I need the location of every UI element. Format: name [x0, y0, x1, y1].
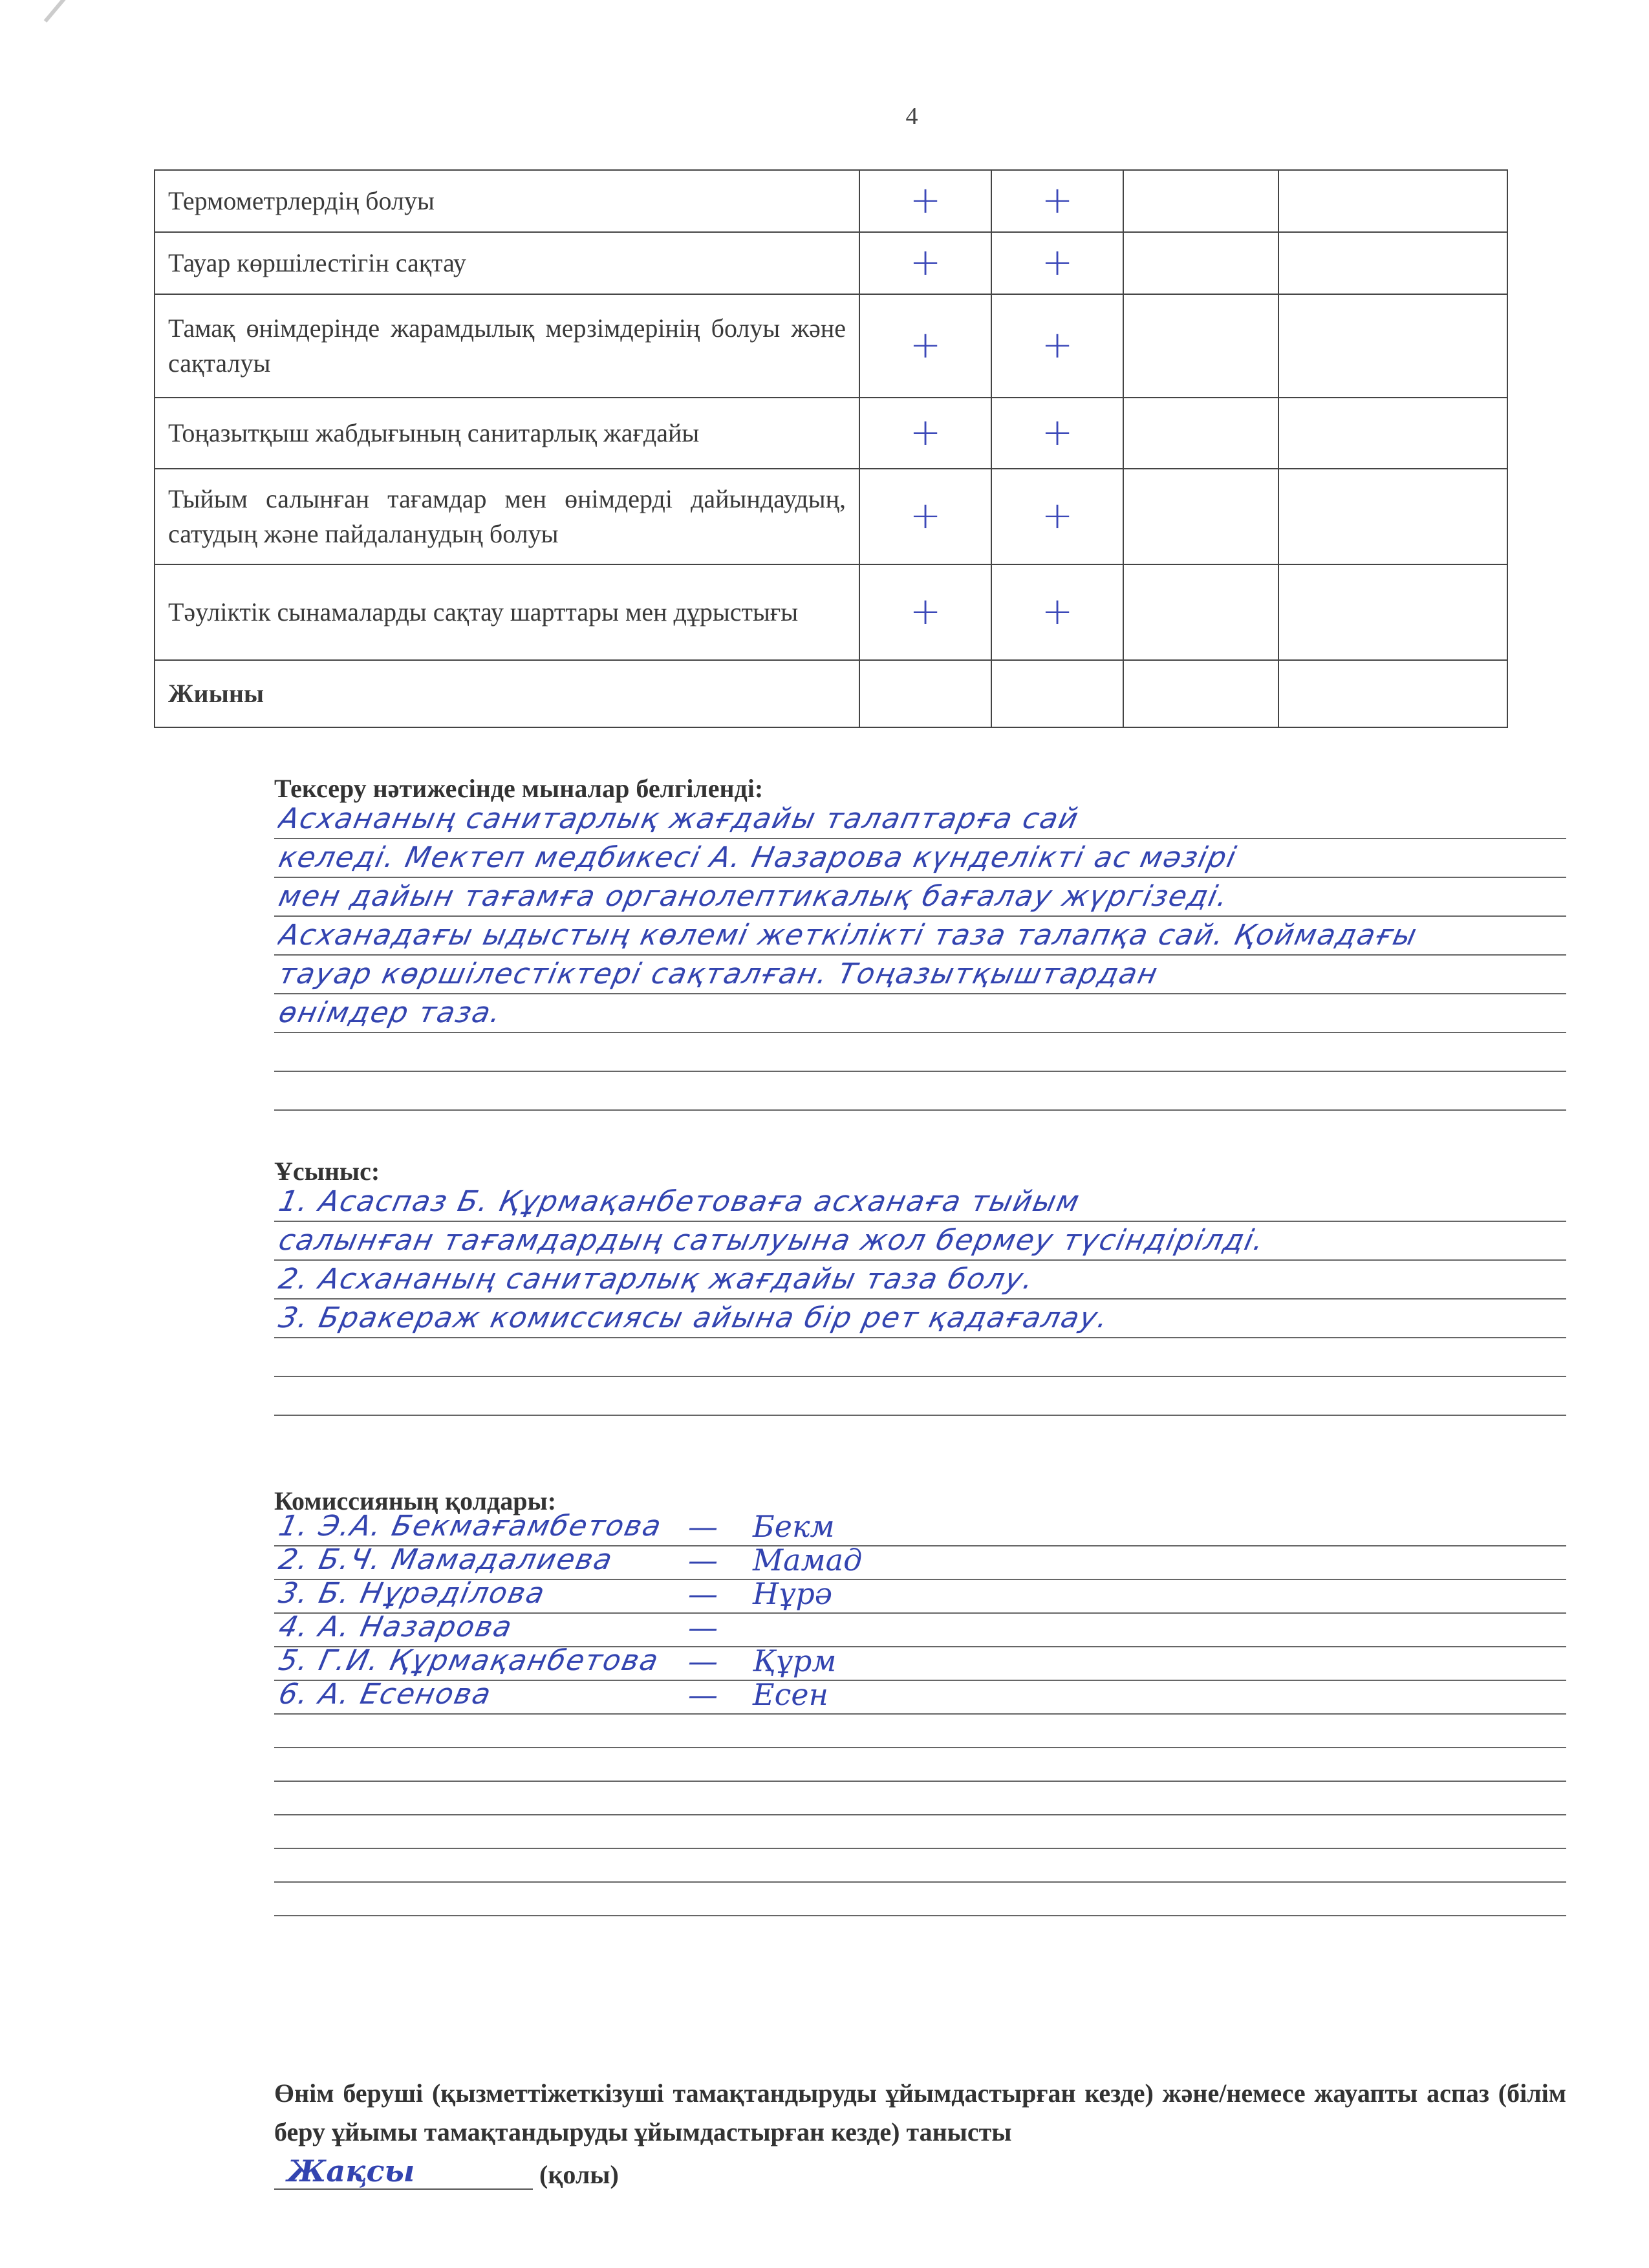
- criterion-cell: Тәуліктік сынамаларды сақтау шарттары мен дұрыстығы: [155, 564, 859, 660]
- handwritten-text: тауар көршілестіктері сақталған. Тоңазытқыштардан: [275, 957, 1161, 990]
- signature-dash: —: [688, 1576, 718, 1611]
- mark-cell: [1278, 398, 1507, 469]
- plus-mark: +: [909, 322, 942, 367]
- ruled-line: [274, 1677, 1566, 1715]
- plus-mark: +: [1041, 409, 1073, 454]
- mark-cell: [1278, 564, 1507, 660]
- member-signature: Бекм: [753, 1509, 835, 1544]
- table-row: [155, 469, 1507, 564]
- criterion-cell: Тыйым салынған тағамдар мен өнімдерді дайындаудың, сатудың және пайдаланудың болуы: [155, 469, 859, 564]
- mark-cell: [859, 232, 991, 294]
- member-name: 3. Б. Нұрәділова: [275, 1577, 549, 1610]
- mark-cell: [859, 398, 991, 469]
- handwritten-text: 1. Асаспаз Б. Құрмақанбетоваға асханаға тыйым: [275, 1185, 1084, 1218]
- criterion-cell: Тауар көршілестігін сақтау: [155, 232, 859, 294]
- footer-sign-label: (қолы): [539, 2160, 619, 2189]
- mark-cell: [991, 564, 1123, 660]
- mark-cell: [991, 398, 1123, 469]
- ruled-line: [274, 1509, 1566, 1546]
- table-row: [155, 564, 1507, 660]
- table-row: [155, 232, 1507, 294]
- table-row: [155, 170, 1507, 232]
- ruled-line: [274, 1183, 1566, 1222]
- footer-signature-line: [274, 2154, 619, 2190]
- handwritten-text: Асханадағы ыдыстың көлемі жеткілікті таза талапқа сай. Қоймадағы: [275, 919, 1421, 952]
- proposal-title: Ұсыныс:: [274, 1157, 380, 1186]
- plus-mark: +: [909, 177, 942, 222]
- ruled-line: [274, 1815, 1566, 1849]
- ruled-line: [274, 1883, 1566, 1916]
- ruled-line: [274, 1748, 1566, 1782]
- signatures-title: Комиссияның қолдары:: [274, 1486, 557, 1515]
- footer-signature-blank: [274, 2154, 533, 2190]
- ruled-line: [274, 878, 1566, 917]
- mark-cell: [859, 469, 991, 564]
- signature-lines: [274, 1509, 1566, 1916]
- plus-mark: +: [909, 239, 942, 284]
- mark-cell: [1123, 232, 1278, 294]
- mark-cell: [1278, 170, 1507, 232]
- scan-streak: [44, 0, 171, 23]
- plus-mark: +: [1041, 493, 1073, 537]
- criterion-cell: Тоңазытқыш жабдығының санитарлық жағдайы: [155, 398, 859, 469]
- member-signature: Мамад: [753, 1543, 863, 1578]
- signature-dash: —: [688, 1509, 718, 1544]
- ruled-line: [274, 800, 1566, 839]
- mark-cell: [1278, 469, 1507, 564]
- total-label: Жиыны: [155, 660, 859, 727]
- handwritten-text: Асхананың санитарлық жағдайы талаптарға сай: [275, 802, 1083, 835]
- mark-cell: [991, 294, 1123, 398]
- plus-mark: +: [909, 588, 942, 633]
- member-signature: Нұрә: [753, 1576, 833, 1611]
- member-name: 4. А. Назарова: [275, 1610, 516, 1643]
- plus-mark: +: [909, 409, 942, 454]
- inspection-table-body: [155, 170, 1507, 727]
- mark-cell: [1123, 564, 1278, 660]
- mark-cell: [991, 170, 1123, 232]
- mark-cell: [1123, 398, 1278, 469]
- ruled-line: [274, 1643, 1566, 1681]
- findings-title: Тексеру нәтижесінде мыналар белгіленді:: [274, 774, 764, 803]
- handwritten-text: мен дайын тағамға органолептикалық бағалау жүргізеді.: [275, 880, 1233, 913]
- member-name: 5. Г.И. Құрмақанбетова: [275, 1644, 663, 1677]
- member-name: 6. А. Есенова: [275, 1678, 495, 1711]
- total-cell: [991, 660, 1123, 727]
- page-number: 4: [905, 103, 918, 130]
- total-cell: [859, 660, 991, 727]
- footer-signature: Жақсы: [287, 2154, 415, 2188]
- signature-dash: —: [688, 1643, 718, 1678]
- ruled-line: [274, 917, 1566, 956]
- findings-lines: [274, 800, 1566, 1111]
- mark-cell: [991, 469, 1123, 564]
- handwritten-text: салынған тағамдардың сатылуына жол бермеу түсіндірілді.: [275, 1224, 1268, 1257]
- mark-cell: [1123, 294, 1278, 398]
- total-row: [155, 660, 1507, 727]
- member-name: 1. Э.А. Бекмағамбетова: [275, 1510, 665, 1543]
- mark-cell: [1278, 294, 1507, 398]
- table-row: [155, 294, 1507, 398]
- ruled-line: [274, 1261, 1566, 1300]
- criterion-cell: Тамақ өнімдерінде жарамдылық мерзімдерінің болуы және сақталуы: [155, 294, 859, 398]
- plus-mark: +: [1041, 322, 1073, 367]
- mark-cell: [1278, 232, 1507, 294]
- mark-cell: [1123, 469, 1278, 564]
- ruled-line: [274, 839, 1566, 878]
- plus-mark: +: [1041, 239, 1073, 284]
- ruled-line: [274, 1072, 1566, 1111]
- ruled-line: [274, 1576, 1566, 1614]
- total-cell: [1278, 660, 1507, 727]
- ruled-line: [274, 1338, 1566, 1377]
- member-signature: Есен: [753, 1677, 828, 1712]
- ruled-line: [274, 1543, 1566, 1580]
- ruled-line: [274, 1033, 1566, 1072]
- handwritten-text: 3. Бракераж комиссиясы айына бір рет қадағалау.: [275, 1301, 1112, 1334]
- mark-cell: [1123, 170, 1278, 232]
- proposal-lines: [274, 1183, 1566, 1416]
- total-cell: [1123, 660, 1278, 727]
- ruled-line: [274, 994, 1566, 1033]
- inspection-table: [154, 169, 1508, 728]
- ruled-line: [274, 1715, 1566, 1748]
- member-signature: Құрм: [753, 1643, 837, 1678]
- signature-dash: —: [688, 1543, 718, 1578]
- signature-dash: —: [688, 1610, 718, 1645]
- signature-dash: —: [688, 1677, 718, 1712]
- handwritten-text: өнімдер таза.: [275, 996, 505, 1029]
- mark-cell: [991, 232, 1123, 294]
- ruled-line: [274, 1849, 1566, 1883]
- ruled-line: [274, 1377, 1566, 1416]
- ruled-line: [274, 1300, 1566, 1338]
- plus-mark: +: [1041, 588, 1073, 633]
- footer-statement: Өнім беруші (қызметтіжеткізуші тамақтандыруды ұйымдастырған кезде) және/немесе жауапты аспаз (білім беру ұйымы тамақтандыруды ұйымдастырған кезде) танысты: [274, 2079, 1566, 2146]
- mark-cell: [859, 294, 991, 398]
- ruled-line: [274, 956, 1566, 994]
- mark-cell: [859, 170, 991, 232]
- ruled-line: [274, 1610, 1566, 1647]
- handwritten-text: 2. Асхананың санитарлық жағдайы таза болу.: [275, 1263, 1038, 1296]
- criterion-cell: Термометрлердің болуы: [155, 170, 859, 232]
- member-name: 2. Б.Ч. Мамадалиева: [275, 1543, 616, 1576]
- handwritten-text: келеді. Мектеп медбикесі А. Назарова күнделікті ас мәзірі: [275, 841, 1240, 874]
- plus-mark: +: [1041, 177, 1073, 222]
- plus-mark: +: [909, 493, 942, 537]
- ruled-line: [274, 1782, 1566, 1815]
- table-row: [155, 398, 1507, 469]
- ruled-line: [274, 1222, 1566, 1261]
- mark-cell: [859, 564, 991, 660]
